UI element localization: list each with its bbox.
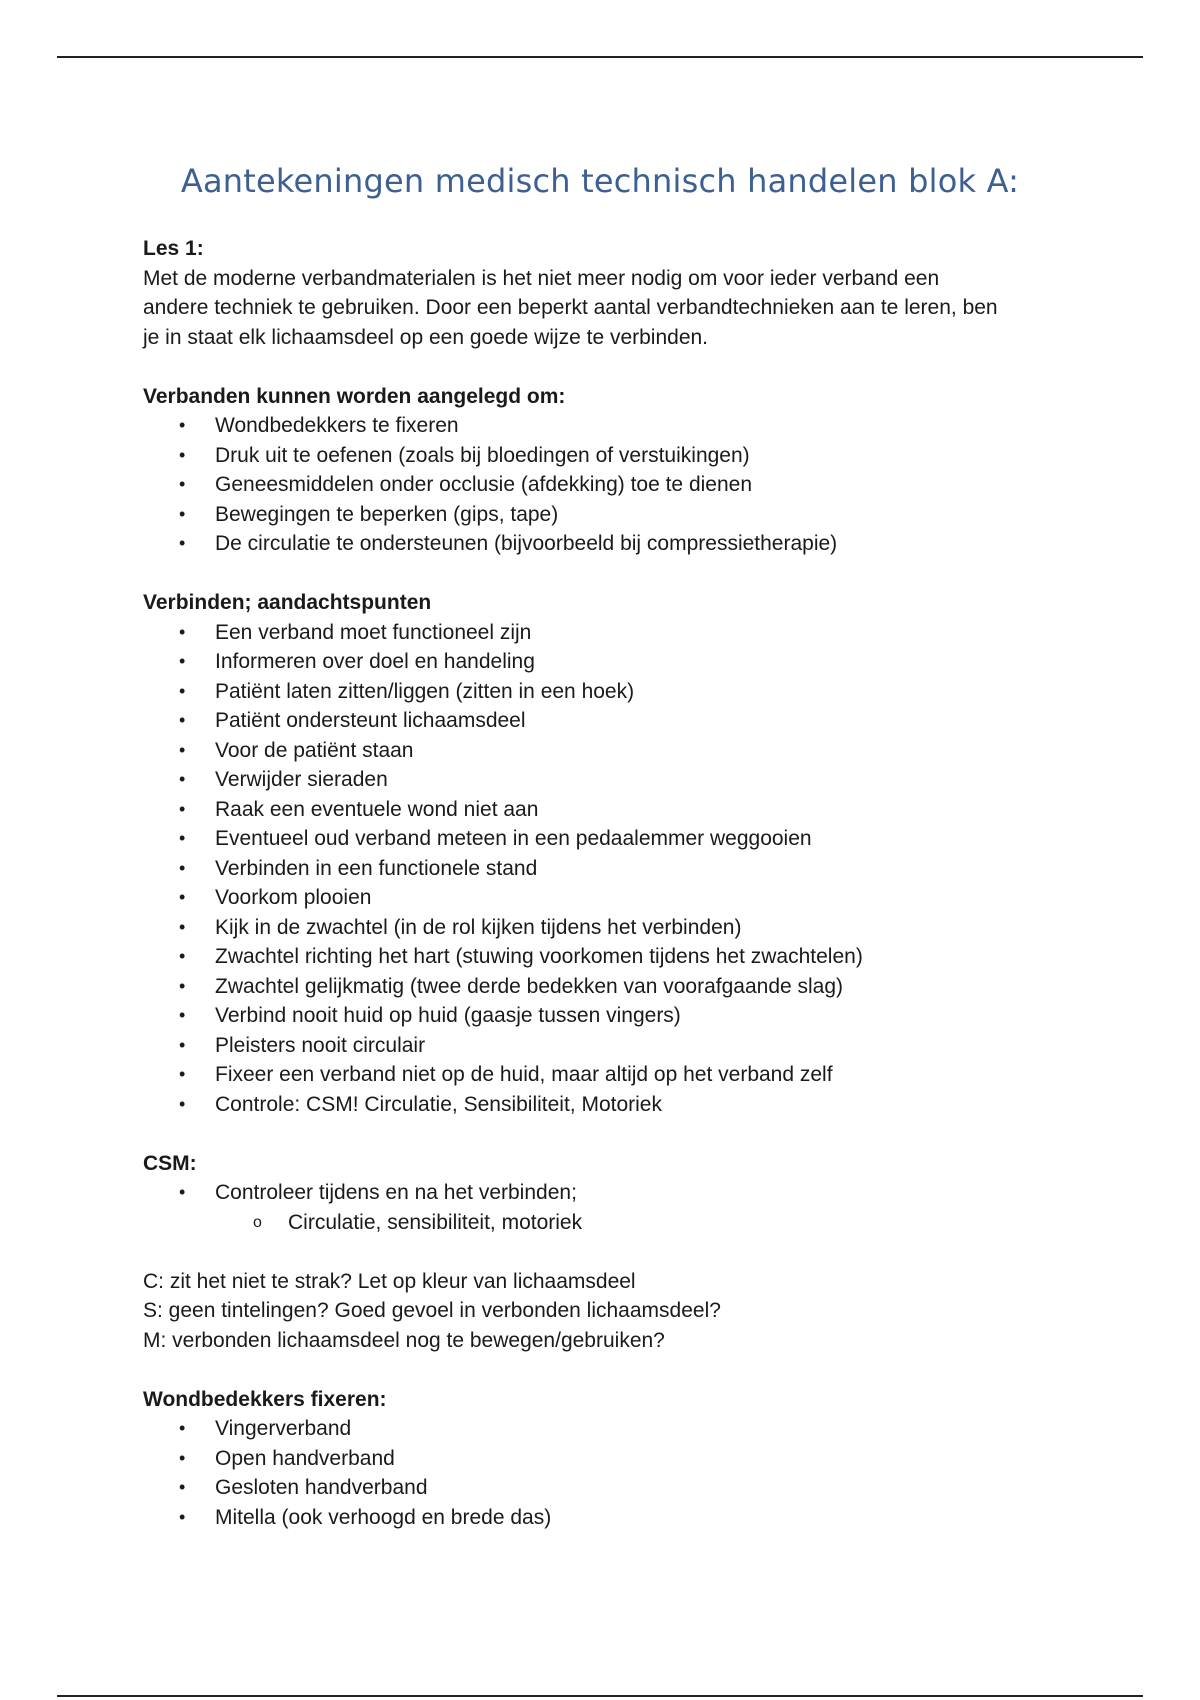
bullet-icon: • bbox=[179, 739, 186, 760]
list-item-text: Raak een eventuele wond niet aan bbox=[215, 797, 539, 821]
list-item bbox=[143, 854, 1073, 884]
list-item-text: Fixeer een verband niet op de huid, maar altijd op het verband zelf bbox=[215, 1063, 833, 1086]
list-item-text: Bewegingen te beperken (gips, tape) bbox=[215, 502, 559, 526]
bullet-icon: • bbox=[179, 1182, 186, 1202]
document-body bbox=[143, 234, 1073, 1532]
list-item bbox=[143, 736, 1073, 766]
list-item-text: Druk uit te oefenen (zoals bij bloedingen of verstuikingen) bbox=[215, 443, 750, 467]
bullet-icon: • bbox=[179, 1093, 186, 1114]
list-item bbox=[143, 1031, 1073, 1061]
circle-bullet-icon: o bbox=[253, 1213, 262, 1231]
les-1-heading: Les 1: bbox=[143, 237, 204, 260]
bullet-icon: • bbox=[179, 975, 186, 996]
csm-list bbox=[143, 1178, 1073, 1208]
list-item bbox=[143, 618, 1073, 648]
spacer bbox=[143, 1119, 1073, 1149]
bullet-icon: • bbox=[179, 828, 186, 848]
spacer bbox=[143, 1355, 1073, 1385]
spacer bbox=[143, 352, 1073, 382]
list-item bbox=[143, 1178, 1073, 1208]
csm-line-s: S: geen tintelingen? Goed gevoel in verbonden lichaamsdeel? bbox=[143, 1299, 721, 1322]
top-rule bbox=[57, 56, 1143, 58]
bullet-icon: • bbox=[179, 1477, 186, 1497]
list-item-text: Een verband moet functioneel zijn bbox=[215, 620, 532, 644]
list-item-text: De circulatie te ondersteunen (bijvoorbeeld bij compressietherapie) bbox=[215, 532, 838, 555]
sub-list-item bbox=[143, 1208, 1073, 1238]
bullet-icon: • bbox=[179, 798, 186, 819]
list-item bbox=[143, 824, 1073, 854]
list-item bbox=[143, 913, 1073, 943]
list-item bbox=[143, 1444, 1073, 1474]
list-item-text: Voorkom plooien bbox=[215, 886, 372, 909]
list-item-text: Zwachtel gelijkmatig (twee derde bedekken van voorafgaande slag) bbox=[215, 974, 844, 998]
bullet-icon: • bbox=[179, 474, 186, 494]
aandachtspunten-list bbox=[143, 618, 1073, 1120]
list-item-text: Zwachtel richting het hart (stuwing voorkomen tijdens het zwachtelen) bbox=[215, 945, 863, 968]
les-1-line: Met de moderne verbandmaterialen is het niet meer nodig om voor ieder verband een bbox=[143, 266, 940, 290]
list-item-text: Vingerverband bbox=[215, 1417, 352, 1440]
aandachtspunten-heading: Verbinden; aandachtspunten bbox=[143, 591, 432, 614]
bullet-icon: • bbox=[179, 415, 186, 435]
list-item-text: Verbinden in een functionele stand bbox=[215, 856, 538, 880]
list-item bbox=[143, 1503, 1073, 1533]
list-item-text: Controleer tijdens en na het verbinden; bbox=[215, 1181, 577, 1204]
bullet-icon: • bbox=[179, 1034, 186, 1055]
list-item-text: Gesloten handverband bbox=[215, 1476, 428, 1499]
sub-list-item-text: Circulatie, sensibiliteit, motoriek bbox=[288, 1210, 583, 1234]
csm-heading: CSM: bbox=[143, 1151, 197, 1175]
bullet-icon: • bbox=[179, 1418, 186, 1438]
bullet-icon: • bbox=[179, 887, 186, 907]
section-csm bbox=[143, 1149, 1073, 1356]
list-item-text: Informeren over doel en handeling bbox=[215, 650, 535, 673]
list-item bbox=[143, 529, 1073, 559]
csm-line-m: M: verbonden lichaamsdeel nog te bewegen/gebruiken? bbox=[143, 1328, 665, 1352]
csm-line-c: C: zit het niet te strak? Let op kleur van lichaamsdeel bbox=[143, 1269, 636, 1293]
csm-sublist bbox=[143, 1208, 1073, 1238]
list-item-text: Controle: CSM! Circulatie, Sensibiliteit, Motoriek bbox=[215, 1092, 662, 1116]
les-1-line: andere techniek te gebruiken. Door een beperkt aantal verbandtechnieken aan te leren, ben bbox=[143, 296, 998, 319]
list-item bbox=[143, 470, 1073, 500]
list-item-text: Mitella (ook verhoogd en brede das) bbox=[215, 1505, 552, 1529]
list-item bbox=[143, 1414, 1073, 1444]
list-item-text: Kijk in de zwachtel (in de rol kijken tijdens het verbinden) bbox=[215, 915, 742, 939]
bullet-icon: • bbox=[179, 946, 186, 966]
spacer bbox=[143, 559, 1073, 589]
list-item bbox=[143, 765, 1073, 795]
bullet-icon: • bbox=[179, 769, 186, 789]
bottom-rule bbox=[57, 1695, 1143, 1697]
bullet-icon: • bbox=[179, 444, 186, 465]
list-item-text: Patiënt ondersteunt lichaamsdeel bbox=[215, 709, 526, 732]
wondbedekkers-heading: Wondbedekkers fixeren: bbox=[143, 1387, 387, 1411]
list-item-text: Patiënt laten zitten/liggen (zitten in een hoek) bbox=[215, 679, 635, 703]
list-item bbox=[143, 1001, 1073, 1031]
list-item bbox=[143, 883, 1073, 913]
list-item-text: Geneesmiddelen onder occlusie (afdekking) toe te dienen bbox=[215, 473, 753, 496]
bullet-icon: • bbox=[179, 503, 186, 524]
bullet-icon: • bbox=[179, 621, 186, 642]
list-item bbox=[143, 1090, 1073, 1120]
list-item bbox=[143, 677, 1073, 707]
bullet-icon: • bbox=[179, 680, 186, 701]
list-item bbox=[143, 706, 1073, 736]
section-aandachtspunten bbox=[143, 588, 1073, 1119]
bullet-icon: • bbox=[179, 710, 186, 730]
bullet-icon: • bbox=[179, 1064, 186, 1084]
bullet-icon: • bbox=[179, 1005, 186, 1025]
bullet-icon: • bbox=[179, 916, 186, 937]
list-item bbox=[143, 972, 1073, 1002]
list-item-text: Verwijder sieraden bbox=[215, 768, 388, 791]
list-item-text: Pleisters nooit circulair bbox=[215, 1033, 426, 1057]
bullet-icon: • bbox=[179, 1506, 186, 1527]
list-item bbox=[143, 647, 1073, 677]
spacer bbox=[143, 1237, 1073, 1267]
list-item-text: Eventueel oud verband meteen in een pedaalemmer weggooien bbox=[215, 827, 812, 850]
section-verbanden-aanleggen bbox=[143, 382, 1073, 559]
bullet-icon: • bbox=[179, 533, 186, 553]
bullet-icon: • bbox=[179, 651, 186, 671]
list-item bbox=[143, 1060, 1073, 1090]
list-item-text: Wondbedekkers te fixeren bbox=[215, 414, 459, 437]
list-item bbox=[143, 1473, 1073, 1503]
aanleggen-heading: Verbanden kunnen worden aangelegd om: bbox=[143, 384, 566, 408]
document-title: Aantekeningen medisch technisch handelen blok A: bbox=[180, 162, 1020, 200]
les-1-line: je in staat elk lichaamsdeel op een goede wijze te verbinden. bbox=[143, 325, 709, 349]
list-item bbox=[143, 795, 1073, 825]
list-item-text: Verbind nooit huid op huid (gaasje tussen vingers) bbox=[215, 1004, 681, 1027]
list-item bbox=[143, 942, 1073, 972]
list-item bbox=[143, 411, 1073, 441]
section-wondbedekkers bbox=[143, 1385, 1073, 1533]
aanleggen-list bbox=[143, 411, 1073, 559]
list-item-text: Open handverband bbox=[215, 1446, 395, 1470]
section-les-1 bbox=[143, 234, 1073, 352]
bullet-icon: • bbox=[179, 1447, 186, 1468]
list-item bbox=[143, 441, 1073, 471]
list-item bbox=[143, 500, 1073, 530]
list-item-text: Voor de patiënt staan bbox=[215, 738, 414, 762]
bullet-icon: • bbox=[179, 857, 186, 878]
wondbedekkers-list bbox=[143, 1414, 1073, 1532]
